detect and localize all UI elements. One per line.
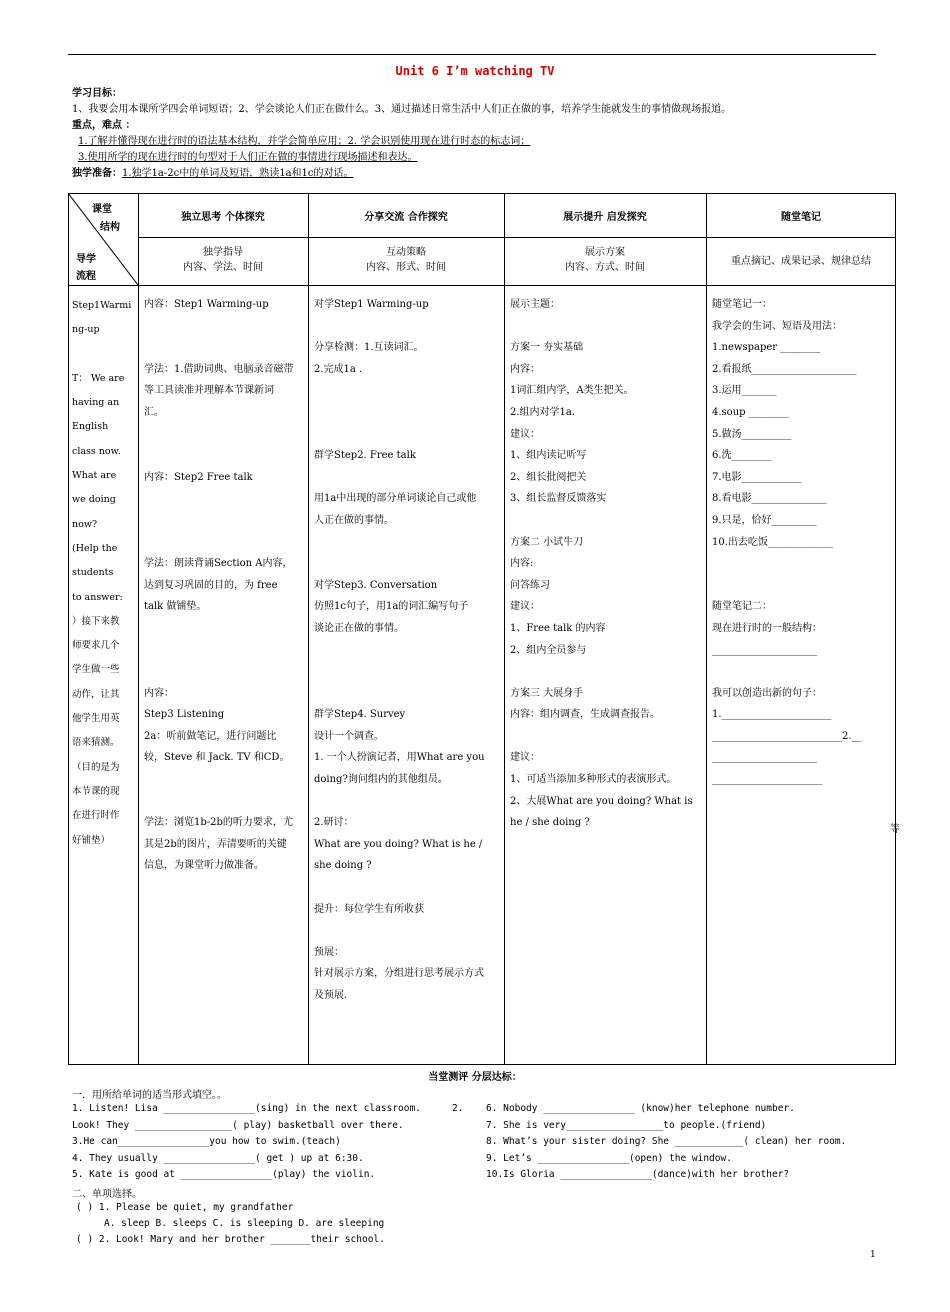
cell-line [510,510,704,532]
cell-line: 3、组长监督反馈落实 [510,493,607,505]
cell-line [144,316,306,338]
exercise-item: 9. Let’s ________________(open) the window. [486,1152,732,1164]
cell-line: 预展： [314,946,344,958]
corner-top-2: 结构 [100,222,120,233]
cell-line: 2.看报纸_____________________ [712,363,857,375]
choice-options-1: A. sleep B. sleeps C. is sleeping D. are sleeping [104,1218,385,1229]
exercise-item: 10.Is Gloria ________________(dance)with her brother? [486,1169,790,1180]
cell-line [144,488,306,510]
cell-line [144,424,306,446]
exercise-item: Look! They _________________( play) basketball over there. [72,1119,404,1131]
cell-line: talk 做铺垫。 [144,601,207,613]
cell-line: 1、Free talk 的内容 [510,622,606,634]
cell-line: 动作，让其 [72,688,120,700]
cell-line: ）接下来教 [72,615,120,627]
cell-line: 达到复习巩固的目的，为 free [144,579,278,591]
cell-line: 人正在做的事情。 [314,514,394,526]
cell-line: 他学生用英 [72,713,120,725]
cell-line: English [72,421,109,433]
cell-line [712,553,894,575]
cell-line [510,661,704,683]
cell-line: 2.完成1a . [314,363,363,375]
cell-line: 学法：浏览1b-2b的听力要求，尤 [144,817,293,829]
cell-line: class now. [72,445,121,457]
cell-line [510,316,704,338]
cell-line: 内容: [510,558,534,570]
cell-line: T： We are [72,372,125,384]
cell-line: 方案一 夯实基础 [510,342,584,354]
cell-line [314,920,502,942]
cell-line [314,877,502,899]
cell-line: 在进行时作 [72,810,120,822]
independent-study-column [144,294,306,877]
exercise-item: 4. They usually ________________( get ) up at 6:30. [72,1152,364,1164]
cell-line [314,532,502,554]
cell-line: _____________________ [712,752,817,764]
cell-line: 建议： [510,428,540,440]
cell-line: 我学会的生词、短语及用法： [712,320,842,332]
cell-line: doing?询问组内的其他组员。 [314,774,448,786]
cell-line [144,337,306,359]
cell-line: 1.newspaper ________ [712,342,821,354]
cell-line: 用1a中出现的部分单词谈论自己或他 [314,493,477,505]
cell-line [72,343,134,367]
cell-line [510,726,704,748]
cell-line [314,467,502,489]
step-column [72,294,134,853]
cell-line: 设计一个调查。 [314,730,384,742]
cell-line: 1、组内读记听写 [510,450,587,462]
subheader-col4: 重点摘记、成果记录、规律总结 [731,256,871,267]
cell-line: 1词汇组内学，A类生把关。 [510,385,634,397]
stray-number: 2. [452,1103,464,1114]
cell-line: 较，Steve 和 Jack. TV 和CD。 [144,752,290,764]
cell-line [314,316,502,338]
cell-line: 5.做汤__________ [712,428,792,440]
cell-line [314,553,502,575]
cell-line: 3.运用_______ [712,385,777,397]
cell-line: 内容： [510,363,540,375]
cell-line: having an [72,397,120,409]
cooperative-study-column [314,294,502,1007]
cell-line: 10.出去吃饭_____________ [712,536,833,548]
header-col1: 独立思考 个体探究 [181,212,265,223]
cell-line: 提升：每位学生有所收获 [314,903,424,915]
exercise-item: 3.He can________________you how to swim.(teach) [72,1136,341,1147]
cell-line: 群学Step2. Free talk [314,450,416,462]
cell-line [144,618,306,640]
key-points-line1: 1.了解并懂得现在进行时的语法基本结构，并学会简单应用；2. 学会识别使用现在进行时态的标志词； [78,136,531,147]
cell-line: now? [72,518,98,530]
cell-line: 对学Step3. Conversation [314,579,438,591]
cell-line: ng-up [72,324,100,336]
page-title: Unit 6 I’m watching TV [395,64,555,78]
cell-line: 1.______________________ [712,709,832,721]
cell-line: Step3 Listening [144,709,225,721]
cell-line: 9.只是，恰好_________ [712,514,817,526]
cell-line: 2a：听前做笔记，进行问题比 [144,730,277,742]
cell-line: 方案三 大展身手 [510,687,584,699]
cell-line: 展示主题： [510,299,560,310]
cell-line [314,402,502,424]
cell-line: 我可以创造出新的句子： [712,687,822,699]
cell-line: _____________________ [712,644,817,656]
corner-top-1: 课堂 [92,204,112,215]
corner-bottom-2: 流程 [76,271,96,282]
cell-line: 信息，为课堂听力做准备。 [144,860,264,872]
header-col2: 分享交流 合作探究 [364,212,448,223]
part2-title: 二、单项选择。 [72,1189,142,1200]
exercise-item: 8. What’s your sister doing? She ____________( clean) her room. [486,1136,847,1147]
corner-bottom-1: 导学 [76,254,96,265]
col-divider [504,193,505,1065]
subheader-col3: 展示方案 内容、方式、时间 [565,247,645,273]
cell-line: （目的是为 [72,761,120,773]
header-col4: 随堂笔记 [781,212,821,223]
cell-line: he / she doing ? [510,817,590,829]
cell-line: 分享检测：1.互读词汇。 [314,342,424,354]
cell-line: 6.洗________ [712,450,772,462]
cell-line: 学生做一些 [72,664,120,676]
cell-line [712,661,894,683]
row-divider [138,237,896,238]
cell-line: Step1Warmi [72,300,132,311]
exercise-item: 6. Nobody ________________ (know)her telephone number. [486,1103,795,1114]
cell-line: 4.soup ________ [712,406,789,418]
cell-line [144,661,306,683]
cell-line [712,575,894,597]
prep-line: 独学准备：1.独学1a-2c中的单词及短语，熟读1a和1c的对话。 [72,168,354,179]
col-divider [706,193,707,1065]
key-points-line2: 3.使用所学的现在进行时的句型对于人们正在做的事情进行现场描述和表达。 [78,152,418,163]
cell-line [314,661,502,683]
cell-line: 方案二 小试牛刀 [510,536,584,548]
choice-question-2: ( ) 2. Look! Mary and her brother _______their school. [76,1234,385,1245]
cell-line: 本节课的现 [72,785,120,797]
cell-line: 内容：Step2 Free talk [144,471,253,483]
key-points-label: 重点，难点 ： [72,120,136,131]
stray-char: 等 [890,824,900,835]
cell-line: 随堂笔记二： [712,601,772,613]
cell-line: 现在进行时的一般结构： [712,622,822,634]
cell-line: __________________________2.__ [712,730,862,742]
cell-line [314,791,502,813]
col-divider [308,193,309,1065]
cell-line: 内容：Step1 Warming-up [144,299,269,310]
cell-line: ______________________ [712,774,822,786]
cell-line [314,380,502,402]
cell-line: (Help the [72,542,118,554]
cell-line: 学法：朗读背诵Section A内容， [144,558,293,570]
cell-line: 1. 一个人扮演记者，用What are you [314,752,485,764]
cell-line: 其是2b的图片，弄清要听的关键 [144,838,287,850]
cell-line [144,532,306,554]
cell-line [144,510,306,532]
cell-line: 群学Step4. Survey [314,709,406,721]
row-divider [68,285,896,286]
cell-line: 1、可适当添加多种形式的表演形式。 [510,774,677,786]
cell-line: she doing ? [314,860,372,872]
cell-line: 内容： [144,687,174,699]
cell-line: 建议： [510,752,540,764]
cell-line: 问答练习 [510,579,550,591]
cell-line: 语来猜测。 [72,737,120,749]
notes-column [712,294,894,791]
cell-line: 等工具读准并理解本节课新词 [144,385,274,397]
cell-line: 内容：组内调查，生成调查报告。 [510,709,660,721]
exercise-item: 7. She is very_________________to people.(friend) [486,1119,767,1131]
exercise-heading: 当堂测评 分层达标： [428,1072,522,1083]
objectives-label: 学习目标： [72,88,122,99]
page-number: 1 [870,1250,876,1260]
cell-line: we doing [72,494,116,506]
cell-line: 随堂笔记一： [712,299,772,310]
cell-line: 建议： [510,601,540,613]
cell-line: to answer: [72,591,123,603]
cell-line: What are [72,470,117,482]
cell-line: 2、组内全员参与 [510,644,587,656]
cell-line: 汇。 [144,406,164,418]
cell-line: 仿照1c句子，用1a的词汇编写句子 [314,601,469,613]
cell-line [144,445,306,467]
part1-title: 一．用所给单词的适当形式填空。。 [72,1090,227,1101]
cell-line [314,640,502,662]
cell-line: 好铺垫） [72,834,111,846]
choice-question-1: ( ) 1. Please be quiet, my grandfather [76,1202,294,1213]
cell-line: 师要求几个 [72,640,120,652]
cell-line: 2.组内对学1a. [510,406,576,418]
cell-line: 对学Step1 Warming-up [314,299,429,310]
cell-line [314,683,502,705]
cell-line: 谈论正在做的事情。 [314,622,404,634]
header-rule [68,54,876,55]
cell-line [144,769,306,791]
cell-line: 学法：1.借助词典、电脑录音磁带 [144,363,294,375]
cell-line: 及预展. [314,990,348,1001]
cell-line: 2.研讨： [314,817,354,829]
exercise-item: 5. Kate is good at ________________(play) the violin. [72,1169,376,1180]
exercise-item: 1. Listen! Lisa ________________(sing) in the next classroom. [72,1103,421,1114]
cell-line [314,424,502,446]
cell-line: students [72,567,114,579]
cell-line: 8.看电影_______________ [712,493,827,505]
cell-line: 针对展示方案，分组进行思考展示方式 [314,968,484,980]
subheader-col2: 互动策略 内容、形式、时间 [366,247,446,273]
cell-line [144,791,306,813]
cell-line: 7.电影____________ [712,471,802,483]
cell-line [144,640,306,662]
cell-line: 2、组长批阅把关 [510,471,587,483]
cell-line: 2、大展What are you doing? What is [510,795,693,807]
objectives-text: 1、我要会用本课所学四会单词短语；2、学会谈论人们正在做什么。3、通过描述日常生活中人们正在做的事，培养学生能就发生的事情做现场报道。 [72,104,732,115]
presentation-column [510,294,704,834]
col-divider [138,193,139,1065]
subheader-col1: 独学指导 内容、学法、时间 [183,247,263,273]
header-col3: 展示提升 启发探究 [563,212,647,223]
cell-line: What are you doing? What is he / [314,838,483,850]
